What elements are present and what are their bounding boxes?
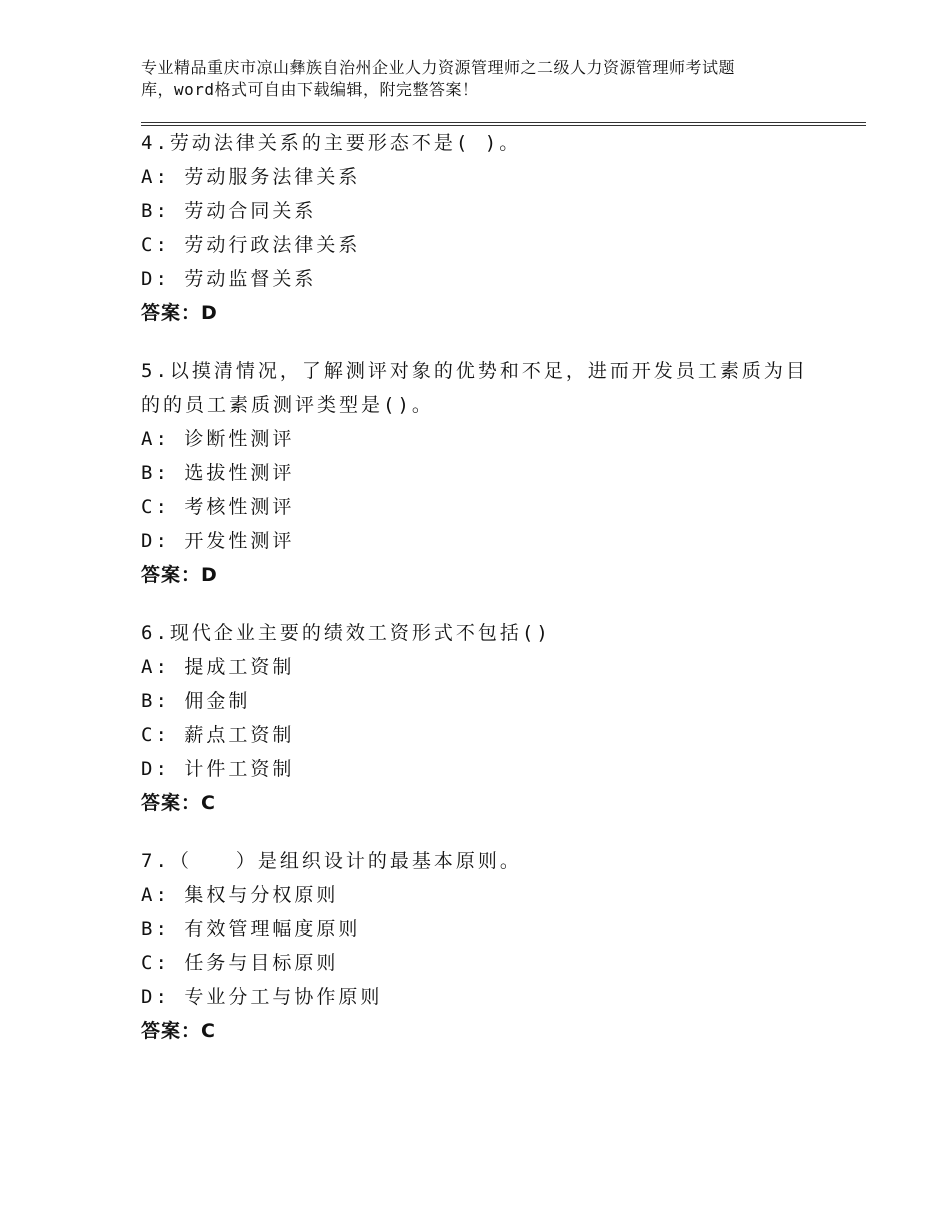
answer: 答案：C: [141, 792, 216, 814]
option-b: B: 选拔性测评: [141, 462, 295, 484]
question-text-continued: 的的员工素质测评类型是()。: [141, 394, 434, 416]
option-c: C: 劳动行政法律关系: [141, 234, 361, 256]
question-text: 7.（ ）是组织设计的最基本原则。: [141, 850, 522, 872]
option-b: B: 有效管理幅度原则: [141, 918, 361, 940]
option-c: C: 薪点工资制: [141, 724, 295, 746]
option-a: A: 诊断性测评: [141, 428, 295, 450]
option-a: A: 集权与分权原则: [141, 884, 339, 906]
option-d: D: 开发性测评: [141, 530, 295, 552]
document-header: [141, 57, 841, 101]
answer: 答案：C: [141, 1020, 216, 1042]
answer: 答案：D: [141, 302, 218, 324]
option-a: A: 劳动服务法律关系: [141, 166, 361, 188]
option-c: C: 考核性测评: [141, 496, 295, 518]
question-text: 4.劳动法律关系的主要形态不是( )。: [141, 132, 522, 154]
header-line-2: 库，word格式可自由下载编辑，附完整答案！: [141, 80, 479, 99]
question-list: [141, 126, 851, 1072]
question-text: 6.现代企业主要的绩效工资形式不包括(): [141, 622, 551, 644]
option-b: B: 佣金制: [141, 690, 251, 712]
option-a: A: 提成工资制: [141, 656, 295, 678]
option-c: C: 任务与目标原则: [141, 952, 339, 974]
answer: 答案：D: [141, 564, 218, 586]
question-text: 5.以摸清情况，了解测评对象的优势和不足，进而开发员工素质为目: [141, 360, 808, 382]
question-5: [141, 354, 851, 592]
option-d: D: 计件工资制: [141, 758, 295, 780]
option-b: B: 劳动合同关系: [141, 200, 317, 222]
question-4: [141, 126, 851, 330]
header-line-1: 专业精品重庆市凉山彝族自治州企业人力资源管理师之二级人力资源管理师考试题: [141, 58, 736, 77]
question-6: [141, 616, 851, 820]
header-divider-top: [141, 122, 866, 123]
option-d: D: 专业分工与协作原则: [141, 986, 383, 1008]
option-d: D: 劳动监督关系: [141, 268, 317, 290]
question-7: [141, 844, 851, 1048]
